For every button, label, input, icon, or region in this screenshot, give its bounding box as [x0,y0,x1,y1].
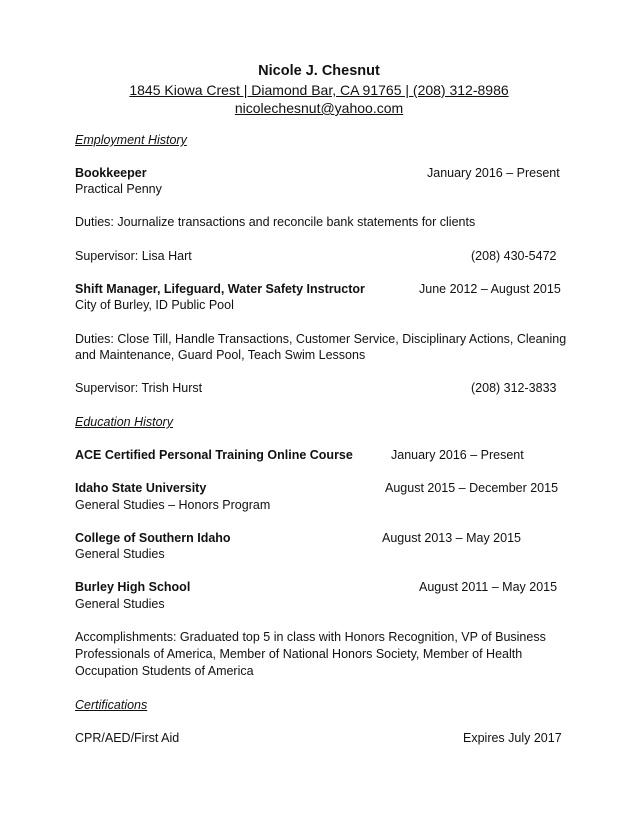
school-name: ACE Certified Personal Training Online Course [75,448,353,462]
resume-name: Nicole J. Chesnut [258,63,380,79]
job-supervisor: Supervisor: Trish Hurst [75,381,203,395]
education-heading: Education History [75,415,173,429]
job-supervisor-phone: (208) 312-3833 [471,381,557,395]
school-dates: August 2015 – December 2015 [385,481,559,495]
job-employer: City of Burley, ID Public Pool [75,298,234,312]
school-dates: August 2011 – May 2015 [419,580,558,594]
school-dates: January 2016 – Present [391,448,524,462]
school-dates: August 2013 – May 2015 [382,531,521,545]
job-duties: and Maintenance, Guard Pool, Teach Swim Lessons [75,348,366,362]
accomplishments-text: Accomplishments: Graduated top 5 in class with Honors Recognition, VP of Business [75,630,546,644]
school-program: General Studies – Honors Program [75,498,271,512]
employment-heading: Employment History [75,133,187,147]
job-title: Bookkeeper [75,166,147,180]
certification-expiry: Expires July 2017 [463,731,562,745]
job-title: Shift Manager, Lifeguard, Water Safety Instructor [75,282,365,296]
certification-name: CPR/AED/First Aid [75,731,180,745]
contact-address-line: 1845 Kiowa Crest | Diamond Bar, CA 91765 | (208) 312-8986 [129,82,509,98]
job-supervisor-phone: (208) 430-5472 [471,249,557,263]
job-supervisor: Supervisor: Lisa Hart [75,249,192,263]
contact-email: nicolechesnut@yahoo.com [234,100,404,116]
school-name: Burley High School [75,580,191,594]
job-duties: Duties: Journalize transactions and reconcile bank statements for clients [75,215,476,229]
job-employer: Practical Penny [75,182,162,196]
school-name: Idaho State University [75,481,207,495]
school-program: General Studies [75,597,165,611]
school-program: General Studies [75,547,165,561]
job-duties: Duties: Close Till, Handle Transactions, Customer Service, Disciplinary Actions, Cleaning [75,332,567,346]
accomplishments-text: Professionals of America, Member of National Honors Society, Member of Health [75,647,523,661]
certifications-heading: Certifications [75,698,148,712]
job-dates: January 2016 – Present [427,166,560,180]
school-name: College of Southern Idaho [75,531,231,545]
job-dates: June 2012 – August 2015 [419,282,561,296]
accomplishments-text: Occupation Students of America [75,664,254,678]
